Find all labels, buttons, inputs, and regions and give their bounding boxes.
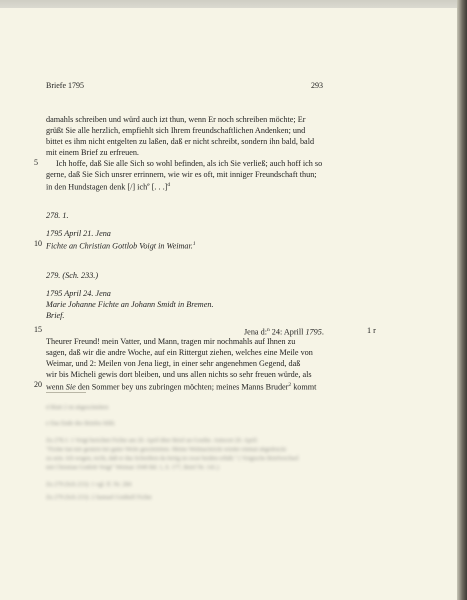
text-line: Ich hoffe, daß Sie alle Sich so wohl befinden, als ich Sie verließ; auch hoff ich so <box>56 159 323 168</box>
footnote-line: e Das Ende des Briefes fehlt. <box>46 421 116 427</box>
letter-dateline: Jena d:$^n$ 24: Aprill 1795. <box>244 327 324 337</box>
text-line: Theurer Freund! mein Vatter, und Mann, tragen mir nochmahls auf Ihnen zu <box>46 337 296 346</box>
text-line: damahls schreiben und würd auch izt thun, wenn Er noch schreiben möchte; Er <box>46 115 306 124</box>
line-number: 5 <box>34 158 38 167</box>
text-line: sagen, daß wir die andre Woche, auf ein Rittergut ziehen, welches eine Meile von <box>46 348 313 357</box>
text-line: in den Hundstagen denk [/] ich$^e$ [. . .]$^d$ <box>46 182 171 192</box>
entry-number: 279. (Sch. 233.) <box>46 271 99 280</box>
text-line: bittet es ihm nicht entgelten zu laßen, daß er nicht schreibt, sondern ihn bald, bald <box>46 137 315 146</box>
footnote-mark: 1 <box>192 241 196 247</box>
footnote-line: zu sein. Ich wegen, recht, daß er das Schreiben da fertig ist zwar beiden erhält." ( Voigtsche Briefwechsel <box>46 456 299 462</box>
footnote-mark: e <box>147 182 150 188</box>
page-number: 293 <box>311 81 323 90</box>
text-line: wenn Sie den Sommer bey uns zubringen möchten; meines Manns Bruder$^2$ kommt <box>46 382 317 392</box>
entry-number: 278. 1. <box>46 211 69 220</box>
entry-type: Brief. <box>46 311 65 320</box>
book-edge <box>457 0 467 600</box>
entry-date-place: 1795 April 21. Jena <box>46 229 111 238</box>
footnote-line: "Fichte hat mir gestern bei guter Weile geschrieben. Meine Weltnachricht wieder einmal abgedruckt <box>46 447 287 453</box>
footnote-line: Zu 279 (Sch 233): 1 vgl. ff. Nr. 284 <box>46 482 132 488</box>
footnote-separator <box>46 392 86 393</box>
text-line: Weimar, und 2: Meilen von Jena liegt, in einer sehr angenehmen Gegend, daß <box>46 359 301 368</box>
line-number: 15 <box>34 325 42 334</box>
footnote-line: d Blatt 2 ist abgeschnitten <box>46 405 109 411</box>
margin-reference: 1 r <box>367 326 376 335</box>
text-line: mit einem Brief zu erfreuen. <box>46 148 139 157</box>
footnote-line: Zu 278.1: 1 Voigt berichtet Fichte am 20. April über Brief an Goethe. Antwort 20. April: <box>46 438 258 444</box>
entry-title: Fichte an Christian Gottlob Voigt in Weimar.$^1$ <box>46 241 196 251</box>
footnote-line: Zu 279 (Sch 233): 2 Samuel Gotthelf Fichte <box>46 495 152 501</box>
line-number: 10 <box>34 239 42 248</box>
line-number: 20 <box>34 380 42 389</box>
entry-title: Marie Johanne Fichte an Johann Smidt in Bremen. <box>46 300 214 309</box>
entry-date-place: 1795 April 24. Jena <box>46 289 111 298</box>
footnote-line: mit Christian Gottlob Voigt" Weimar 1949 Bd. 1, S. 177, Brief Nr. 141.) <box>46 465 219 471</box>
footnote-mark: d <box>167 182 171 188</box>
running-head: Briefe 1795 <box>46 81 84 90</box>
text-line: wir bis Micheli gewis dort bleiben, und uns allen nichts so sehr freuen würde, als <box>46 370 312 379</box>
text-line: gerne, daß Sie Sich unsrer errinnern, wie wir es oft, mit inniger Freundschaft thun; <box>46 170 317 179</box>
text-line: grüßt Sie alle herzlich, empfiehlt sich Ihrem freundschaftlichen Andenken; und <box>46 126 306 135</box>
